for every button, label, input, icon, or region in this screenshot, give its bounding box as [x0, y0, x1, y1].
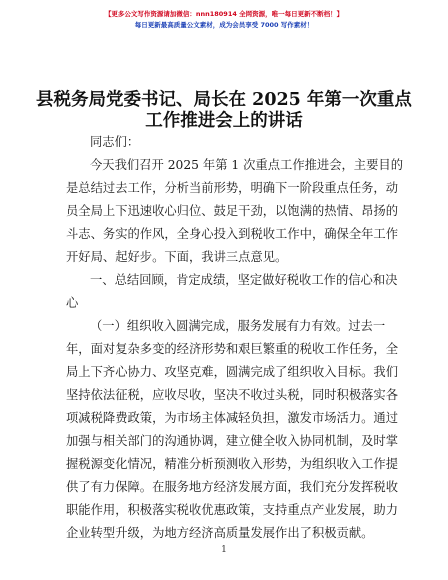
section-heading-line: 心	[66, 296, 79, 310]
body-line: 握税源变化情况，精准分析预测收入形势，为组织收入工作提	[66, 457, 399, 471]
body-line: 今天我们召开 2025 年第 1 次重点工作推进会，主要目的	[90, 158, 403, 172]
body-line: 坚持依法征税，应收尽收，坚决不收过头税，同时积极落实各	[66, 388, 399, 402]
body-line: 职能作用，积极落实税收优惠政策，支持重点产业发展，助力	[66, 503, 399, 517]
body-line: （一）组织收入圆满完成，服务发展有力有效。过去一	[90, 319, 386, 333]
body-line: 加强与相关部门的沟通协调，建立健全收入协同机制，及时掌	[66, 434, 399, 448]
body-line: 供了有力保障。在服务地方经济发展方面，我们充分发挥税收	[66, 480, 399, 494]
promo-banner-line-1: 【更多公文写作资源请加微信：nnn180914 全网资源，唯一每日更新不断档！】	[104, 10, 344, 18]
body-line: 斗志、务实的作风，全身心投入到税收工作中，确保全年工作	[66, 227, 399, 241]
promo-banner-line-2: 每日更新最高质量公文素材，成为会员享受 7000 写作素材！	[134, 21, 314, 29]
body-line: 年，面对复杂多变的经济形势和艰巨繁重的税收工作任务，全	[66, 342, 399, 356]
body-line: 开好局、起好步。下面，我讲三点意见。	[66, 250, 288, 264]
body-line: 企业转型升级，为地方经济高质量发展作出了积极贡献。	[66, 526, 374, 540]
page-number: 1	[221, 545, 227, 555]
section-heading-line: 一、总结回顾，肯定成绩，坚定做好税收工作的信心和决	[90, 273, 398, 287]
salutation: 同志们：	[90, 135, 140, 149]
document-title-line-2: 工作推进会上的讲话	[145, 111, 303, 131]
body-line: 项减税降费政策，为市场主体减轻负担，激发市场活力。通过	[66, 411, 399, 425]
body-line: 是总结过去工作，分析当前形势，明确下一阶段重点任务，动	[66, 181, 399, 195]
document-title-line-1: 县税务局党委书记、局长在 2025 年第一次重点	[36, 90, 412, 110]
body-line: 局上下齐心协力、攻坚克难，圆满完成了组织收入目标。我们	[66, 365, 399, 379]
body-line: 员全局上下迅速收心归位、鼓足干劲，以饱满的热情、昂扬的	[66, 204, 399, 218]
